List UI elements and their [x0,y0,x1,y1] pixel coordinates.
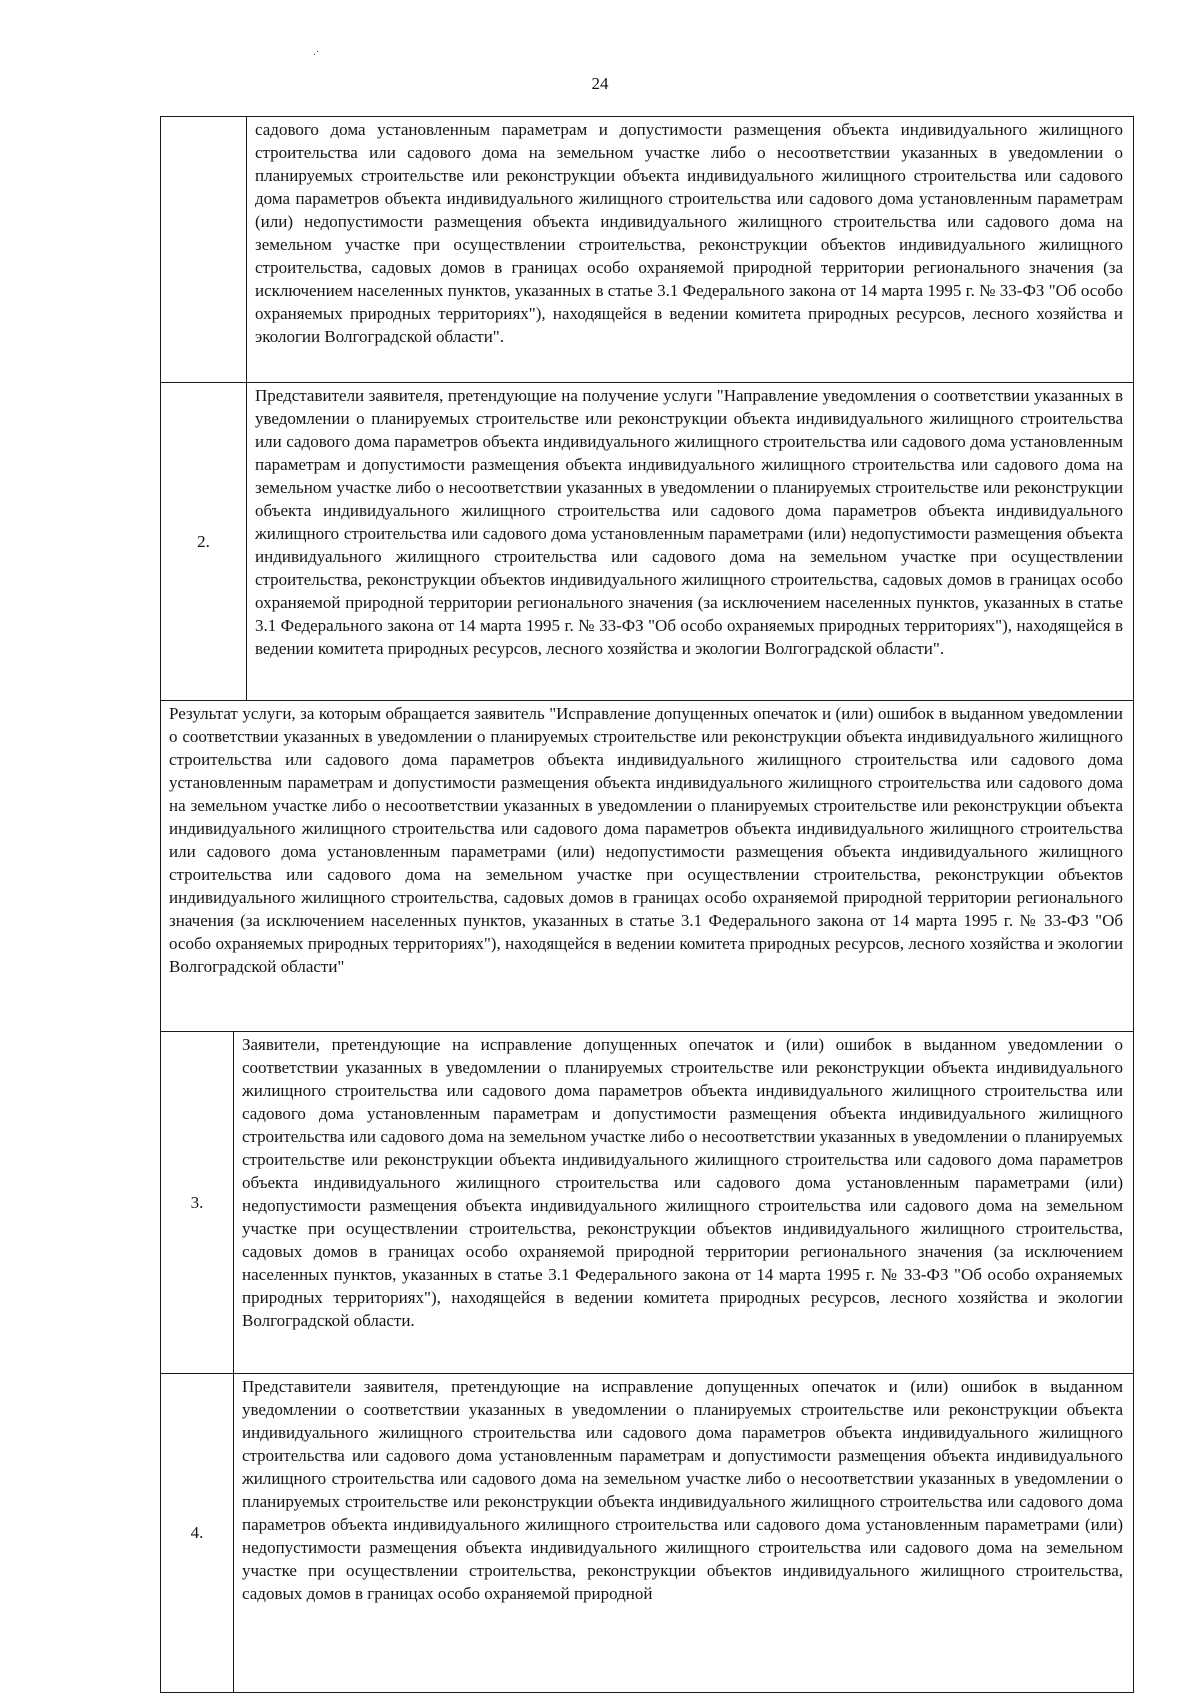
row-number-cell [161,117,247,382]
table-row-2 [161,382,1133,700]
table-row-result-heading [161,700,1133,1031]
row-number-cell: 2. [161,383,247,700]
row-number-cell: 4. [161,1374,234,1692]
row-text-cell: Заявители, претендующие на исправление допущенных опечаток и (или) ошибок в выданном уведомлении о соответствии указанных в уведомлении о планируемых строительстве или реконструкции объекта индивидуального жилищного строительства или садового дома параметров объекта индивидуального жилищного строительства или садового дома установленным параметрам и допустимости размещения объекта индивидуального жилищного строительства или садового дома на земельном участке либо о несоответствии указанных в уведомлении о планируемых строительстве или реконструкции объекта индивидуального жилищного строительства или садового дома параметров объекта индивидуального жилищного строительства или садового дома установленным параметрами (или) недопустимости размещения объекта индивидуального жилищного строительства или садового дома на земельном участке при осуществлении строительства, реконструкции объектов индивидуального жилищного строительства, садовых домов в границах особо охраняемой природной территории регионального значения (за исключением населенных пунктов, указанных в статье 3.1 Федерального закона от 14 марта 1995 г. № 33-ФЗ "Об особо охраняемых природных территориях"), находящейся в ведении комитета природных ресурсов, лесного хозяйства и экологии Волгоградской области. [242,1035,1123,1330]
row-text-cell: Представители заявителя, претендующие на исправление допущенных опечаток и (или) ошибок в выданном уведомлении о соответствии указанных в уведомлении о планируемых строительстве или реконструкции объекта индивидуального жилищного строительства или садового дома параметров объекта индивидуального жилищного строительства или садового дома установленным параметрам и допустимости размещения объекта индивидуального жилищного строительства или садового дома на земельном участке либо о несоответствии указанных в уведомлении о планируемых строительстве или реконструкции объекта индивидуального жилищного строительства или садового дома параметров объекта индивидуального жилищного строительства или садового дома установленным параметрами (или) недопустимости размещения объекта индивидуального жилищного строительства или садового дома на земельном участке при осуществлении строительства, реконструкции объектов индивидуального жилищного строительства, садовых домов в границах особо охраняемой природной [242,1377,1123,1603]
row-text-cell: садового дома установленным параметрам и допустимости размещения объекта индивидуального жилищного строительства или садового дома на земельном участке либо о несоответствии указанных в уведомлении о планируемых строительстве или реконструкции объекта индивидуального жилищного строительства или садового дома параметров объекта индивидуального жилищного строительства или садового дома установленным параметрам (или) недопустимости размещения объекта индивидуального жилищного строительства или садового дома на земельном участке при осуществлении строительства, реконструкции объектов индивидуального жилищного строительства, садовых домов в границах особо охраняемой природной территории регионального значения (за исключением населенных пунктов, указанных в статье 3.1 Федерального закона от 14 марта 1995 г. № 33-ФЗ "Об особо охраняемых природных территориях"), находящейся в ведении комитета природных ресурсов, лесного хозяйства и экологии Волгоградской области". [255,120,1123,346]
table-row-3 [161,1031,1133,1373]
row-number-cell: 3. [161,1032,234,1373]
table-row-4 [161,1373,1133,1692]
scan-mark: .· [313,46,320,58]
table-row-continued [161,117,1133,382]
page-number: 24 [591,74,609,93]
row-text-cell: Представители заявителя, претендующие на получение услуги "Направление уведомления о соответствии указанных в уведомлении о планируемых строительстве или реконструкции объекта индивидуального жилищного строительства или садового дома параметров объекта индивидуального жилищного строительства или садового дома установленным параметрам и допустимости размещения объекта индивидуального жилищного строительства или садового дома на земельном участке либо о несоответствии указанных в уведомлении о планируемых строительстве или реконструкции объекта индивидуального жилищного строительства или садового дома параметров объекта индивидуального жилищного строительства или садового дома установленным параметрами (или) недопустимости размещения объекта индивидуального жилищного строительства или садового дома на земельном участке при осуществлении строительства, реконструкции объектов индивидуального жилищного строительства, садовых домов в границах особо охраняемой природной территории регионального значения (за исключением населенных пунктов, указанных в статье 3.1 Федерального закона от 14 марта 1995 г. № 33-ФЗ "Об особо охраняемых природных территориях"), находящейся в ведении комитета природных ресурсов, лесного хозяйства и экологии Волгоградской области". [255,386,1123,658]
document-table [160,116,1134,1693]
result-heading-cell: Результат услуги, за которым обращается заявитель "Исправление допущенных опечаток и (или) ошибок в выданном уведомлении о соответствии указанных в уведомлении о планируемых строительстве или реконструкции объекта индивидуального жилищного строительства или садового дома параметров объекта индивидуального жилищного строительства или садового дома установленным параметрам и допустимости размещения объекта индивидуального жилищного строительства или садового дома на земельном участке либо о несоответствии указанных в уведомлении о планируемых строительстве или реконструкции объекта индивидуального жилищного строительства или садового дома параметров объекта индивидуального жилищного строительства или садового дома установленным параметрами (или) недопустимости размещения объекта индивидуального жилищного строительства или садового дома на земельном участке при осуществлении строительства, реконструкции объектов индивидуального жилищного строительства, садовых домов в границах особо охраняемой природной территории регионального значения (за исключением населенных пунктов, указанных в статье 3.1 Федерального закона от 14 марта 1995 г. № 33-ФЗ "Об особо охраняемых природных территориях"), находящейся в ведении комитета природных ресурсов, лесного хозяйства и экологии Волгоградской области" [169,704,1123,976]
